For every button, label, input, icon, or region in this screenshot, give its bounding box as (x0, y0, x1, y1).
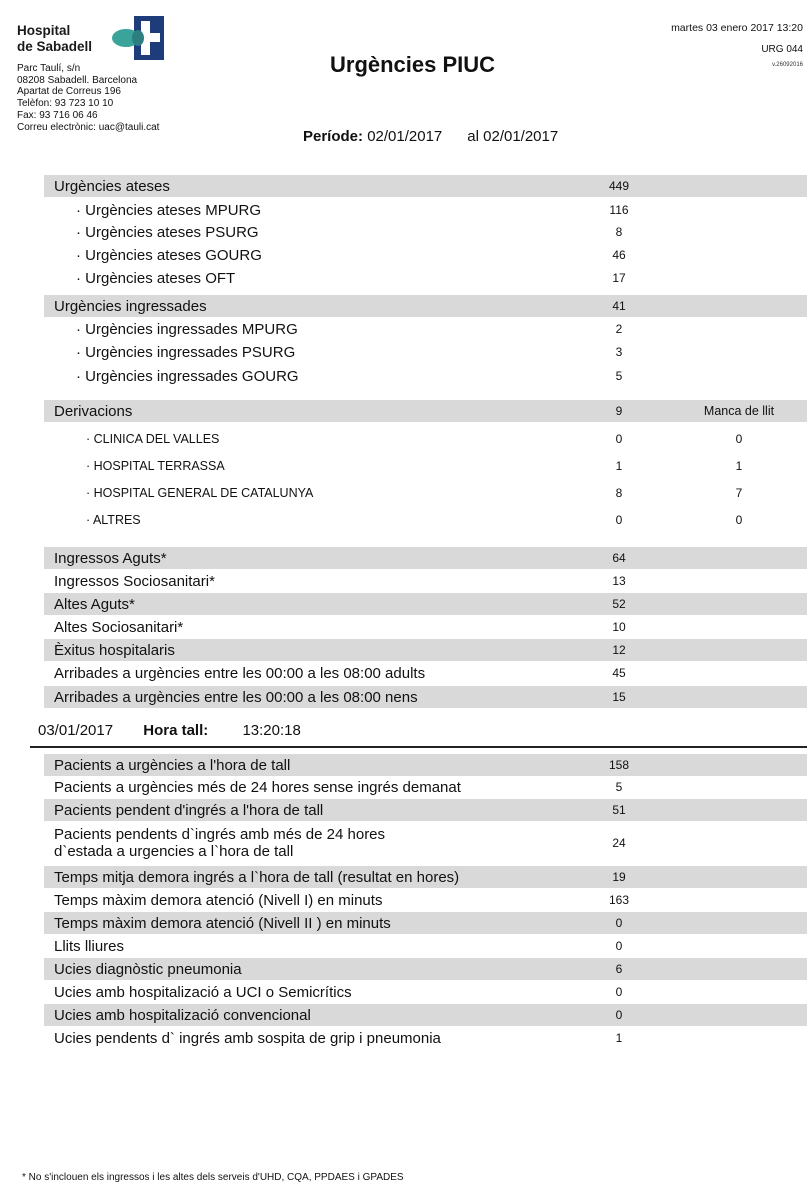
row-label: Urgències ingressades (54, 297, 207, 315)
report-code: URG 044 (761, 44, 803, 55)
table-row (44, 593, 807, 615)
table-row (44, 295, 807, 317)
row-value: 8 (615, 225, 623, 239)
row-label: Ingressos Aguts* (54, 549, 167, 567)
logo-wordmark (17, 23, 92, 55)
table-row (44, 318, 807, 340)
address-line: Apartat de Correus 196 (17, 86, 121, 98)
report-datetime: martes 03 enero 2017 13:20 (671, 22, 803, 34)
table-row (44, 799, 807, 821)
row-value: 12 (612, 643, 626, 657)
hospital-cross-icon (112, 16, 164, 60)
row-label: · HOSPITAL TERRASSA (86, 459, 225, 473)
row-value: 64 (612, 551, 626, 565)
period-to-label: al (467, 128, 479, 145)
row-value: 19 (612, 870, 626, 884)
logo-line2: de Sabadell (17, 39, 93, 54)
address-line: Telèfon: 93 723 10 10 (17, 98, 114, 110)
row-label: Arribades a urgències entre les 00:00 a les 08:00 nens (54, 688, 418, 706)
row-label-line: Pacients pendents d`ingrés amb més de 24 hores (54, 826, 386, 843)
row-value: 2 (615, 322, 623, 336)
row-value: 24 (612, 836, 626, 850)
cut-time-value: 13:20:18 (242, 722, 301, 739)
row-value: 45 (612, 666, 626, 680)
cut-time-label: Hora tall: (143, 722, 209, 739)
table-row (44, 244, 807, 266)
row-label: Derivacions (54, 402, 133, 420)
row-label: · Urgències ingressades MPURG (76, 320, 298, 338)
report-period (303, 128, 558, 145)
row-label: Temps mitja demora ingrés a l`hora de tall (resultat en hores) (54, 868, 460, 886)
row-label: · CLINICA DEL VALLES (86, 432, 220, 446)
row-value: 1 (615, 1031, 623, 1045)
address-line: Correu electrònic: uac@tauli.cat (17, 121, 160, 133)
row-label: Ingressos Sociosanitari* (54, 572, 215, 590)
row-label: Temps màxim demora atenció (Nivell I) en minuts (54, 891, 383, 909)
row-label: Temps màxim demora atenció (Nivell II ) en minuts (54, 914, 391, 932)
row-value: 52 (612, 597, 626, 611)
row-value: 41 (612, 299, 626, 313)
cut-time-line (38, 722, 301, 739)
row-label: · Urgències ateses PSURG (76, 223, 259, 241)
row-extra-value: 1 (735, 459, 743, 473)
footnote: * No s'inclouen els ingressos i les altes dels serveis d'UHD, CQA, PPDAES i GPADES (22, 1172, 404, 1183)
row-value: 116 (609, 203, 629, 217)
report-meta (671, 22, 803, 69)
table-row (44, 639, 807, 661)
row-label: Arribades a urgències entre les 00:00 a les 08:00 adults (54, 664, 426, 682)
row-label: Altes Sociosanitari* (54, 618, 184, 636)
row-label: · Urgències ateses GOURG (76, 246, 262, 264)
row-value: 46 (612, 248, 626, 262)
row-value: 10 (612, 620, 626, 634)
table-row (44, 866, 807, 888)
row-value: 0 (615, 513, 623, 527)
table-row (44, 365, 807, 387)
table-row (44, 199, 807, 221)
row-label-line: d`estada a urgencies a l`hora de tall (54, 843, 294, 860)
table-row (44, 935, 807, 957)
row-value: 0 (615, 432, 623, 446)
row-value: 5 (615, 780, 623, 794)
row-label: · Urgències ingressades GOURG (76, 367, 299, 385)
table-row (44, 981, 807, 1003)
table-row (44, 221, 807, 243)
row-label: Pacients a urgències més de 24 hores sense ingrés demanat (54, 778, 461, 796)
row-value: 8 (615, 486, 623, 500)
hospital-address (17, 63, 159, 133)
row-label: Altes Aguts* (54, 595, 135, 613)
period-from: 02/01/2017 (367, 128, 443, 145)
row-extra-value: 7 (735, 486, 743, 500)
table-row (44, 754, 807, 776)
row-value: 449 (608, 179, 630, 193)
logo-line1: Hospital (17, 23, 71, 38)
row-value: 163 (608, 893, 630, 907)
row-value: 3 (615, 345, 623, 359)
row-label (54, 826, 385, 860)
table-row (44, 616, 807, 638)
report-version: v.26092016 (772, 62, 803, 68)
row-value: 0 (615, 1008, 623, 1022)
row-extra-value: 0 (735, 513, 743, 527)
table-row (44, 547, 807, 569)
table-row (44, 509, 807, 531)
row-value: 15 (612, 690, 626, 704)
row-label: · Urgències ingressades PSURG (76, 343, 296, 361)
row-value: 5 (615, 369, 623, 383)
row-value: 13 (612, 574, 626, 588)
row-value: 51 (612, 803, 626, 817)
table-row (44, 686, 807, 708)
row-label: Ucies diagnòstic pneumonia (54, 960, 242, 978)
row-label: · Urgències ateses MPURG (76, 201, 262, 219)
row-extra-value: 0 (735, 432, 743, 446)
section-divider (30, 746, 807, 748)
table-row (44, 826, 807, 860)
table-row (44, 267, 807, 289)
table-row (44, 428, 807, 450)
table-row (44, 1004, 807, 1026)
address-line: 08208 Sabadell. Barcelona (17, 74, 138, 86)
address-line: Fax: 93 716 06 46 (17, 109, 98, 121)
row-value: 158 (608, 758, 630, 772)
table-row (44, 482, 807, 504)
row-value: 17 (612, 271, 626, 285)
table-row (44, 455, 807, 477)
table-row (44, 341, 807, 363)
cut-date: 03/01/2017 (38, 722, 114, 739)
row-value: 9 (615, 404, 623, 418)
row-label: Èxitus hospitalaris (54, 641, 175, 659)
address-line: Parc Taulí, s/n (17, 63, 81, 74)
row-label: Ucies amb hospitalizació a UCI o Semicrítics (54, 983, 352, 1001)
row-label: Urgències ateses (54, 177, 170, 195)
table-row (44, 570, 807, 592)
hospital-logo (17, 16, 167, 60)
table-row (44, 958, 807, 980)
row-label: Pacients pendent d'ingrés a l'hora de tall (54, 801, 324, 819)
table-row (44, 1027, 807, 1049)
column-header-manca-de-llit: Manca de llit (703, 404, 775, 418)
row-value: 0 (615, 939, 623, 953)
table-row (44, 776, 807, 798)
row-value: 6 (615, 962, 623, 976)
document-title: Urgències PIUC (330, 52, 496, 77)
table-row (44, 912, 807, 934)
row-label: · ALTRES (86, 513, 141, 527)
row-label: · Urgències ateses OFT (76, 269, 236, 287)
row-label: Ucies pendents d` ingrés amb sospita de grip i pneumonia (54, 1029, 441, 1047)
row-label: · HOSPITAL GENERAL DE CATALUNYA (86, 486, 314, 500)
table-row (44, 175, 807, 197)
period-to: 02/01/2017 (483, 128, 559, 145)
table-row (44, 400, 807, 422)
row-value: 0 (615, 985, 623, 999)
table-row (44, 889, 807, 911)
row-value: 0 (615, 916, 623, 930)
table-row (44, 662, 807, 684)
row-label: Llits lliures (54, 937, 125, 955)
period-label: Període: (303, 128, 364, 145)
row-value: 1 (615, 459, 623, 473)
row-label: Ucies amb hospitalizació convencional (54, 1006, 311, 1024)
row-label: Pacients a urgències a l'hora de tall (54, 756, 291, 774)
